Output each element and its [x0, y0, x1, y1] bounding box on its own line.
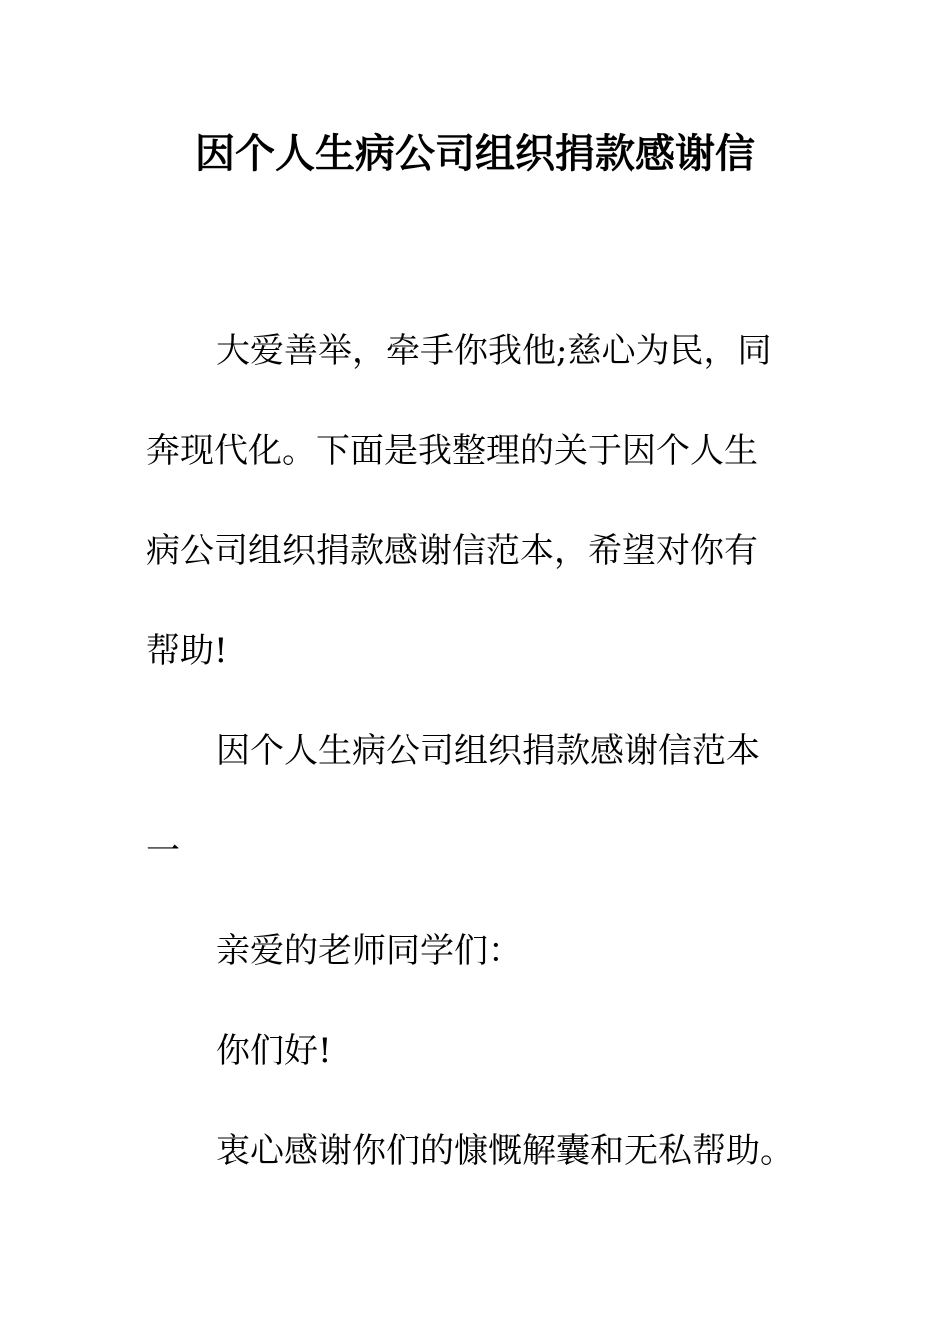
- intro-paragraph: [146, 301, 806, 701]
- intro-line: 大爱善举，牵手你我他;慈心为民，同: [216, 331, 772, 371]
- section-heading: [146, 701, 806, 901]
- section-heading-line: 一: [146, 831, 180, 871]
- salutation-line: 亲爱的老师同学们：: [216, 931, 522, 971]
- greeting-line: 你们好!: [216, 1031, 332, 1071]
- intro-line: 奔现代化。下面是我整理的关于因个人生: [146, 431, 758, 471]
- thanks-line: 衷心感谢你们的慷慨解囊和无私帮助。: [216, 1131, 794, 1171]
- document-body: [146, 301, 806, 1201]
- intro-line: 帮助!: [146, 631, 228, 671]
- section-heading-line: 因个人生病公司组织捐款感谢信范本: [216, 731, 760, 771]
- document-title: 因个人生病公司组织捐款感谢信: [195, 130, 755, 177]
- intro-line: 病公司组织捐款感谢信范本，希望对你有: [146, 531, 758, 571]
